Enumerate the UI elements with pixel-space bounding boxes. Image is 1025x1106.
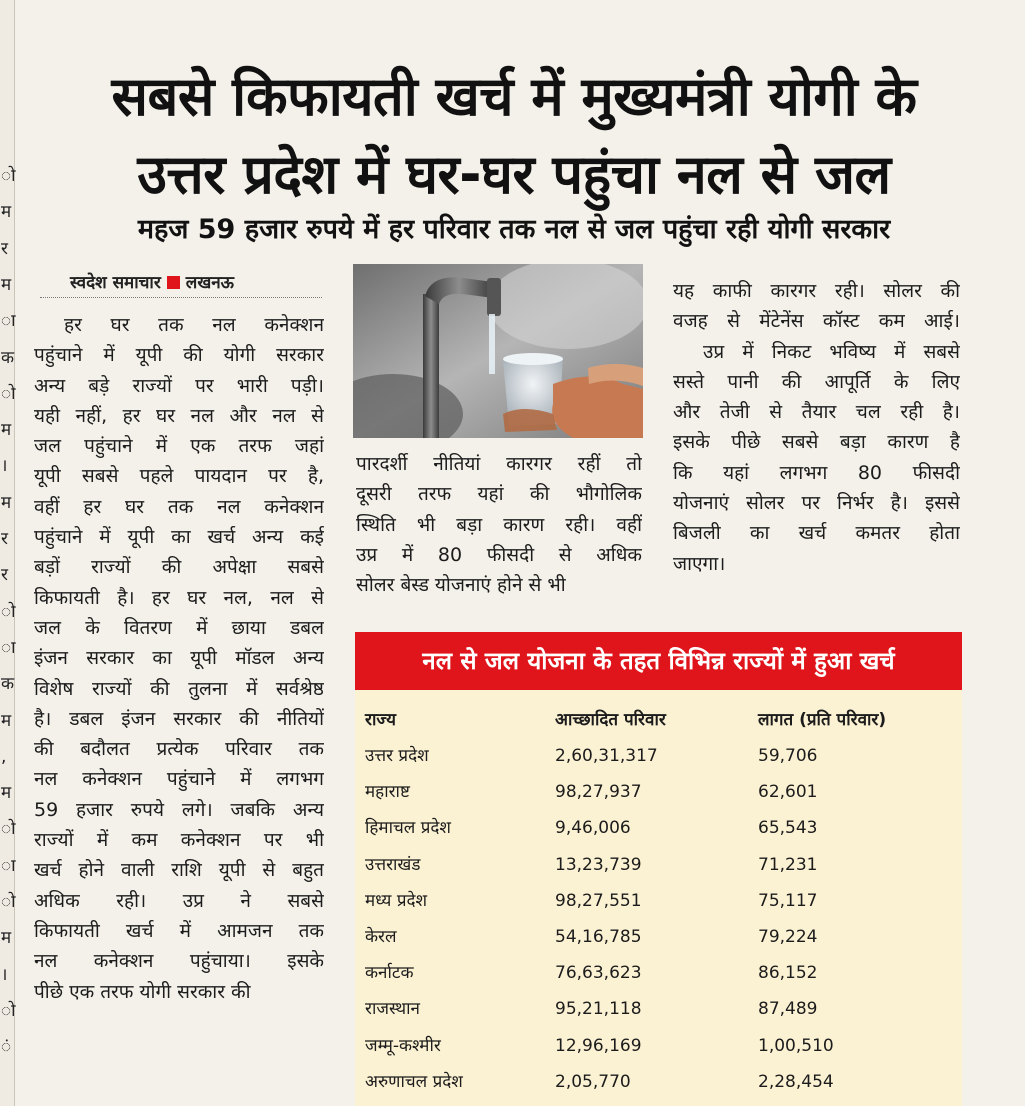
row-cost-per-family: 62,601	[758, 782, 818, 803]
edge-char: ो	[1, 819, 16, 840]
header-covered-families: आच्छादित परिवार	[555, 710, 666, 730]
table-row	[355, 810, 962, 846]
edge-char: ो	[1, 166, 16, 186]
row-state: हिमाचल प्रदेश	[365, 818, 451, 839]
row-cost-per-family: 2,28,454	[758, 1071, 834, 1092]
expenditure-table	[355, 632, 962, 1106]
article-line: जल पहुंचाने में एक तरफ जहां	[34, 435, 324, 458]
row-state: राजस्थान	[365, 999, 420, 1020]
edge-char: ो	[1, 601, 16, 622]
table-row	[355, 1064, 962, 1100]
row-cost-per-family: 71,231	[758, 854, 818, 875]
edge-char: ं	[1, 1037, 12, 1058]
article-line: राज्यों में कम कनेक्शन पर भी	[34, 829, 324, 852]
edge-char: र	[1, 238, 8, 259]
row-state: मध्य प्रदेश	[365, 890, 428, 911]
table-header-row	[355, 702, 962, 738]
article-line: नल कनेक्शन पहुंचाया। इसके	[34, 950, 324, 973]
edge-char: म	[1, 783, 12, 804]
article-line: इसके पीछे सबसे बड़ा कारण है	[673, 431, 960, 454]
table-row	[355, 738, 962, 774]
edge-char: ।	[1, 456, 8, 477]
row-cost-per-family: 1,00,510	[758, 1035, 834, 1056]
article-line: हर घर तक नल कनेक्शन	[64, 314, 324, 336]
edge-char: ा	[1, 311, 16, 332]
article-line: किफायती है। हर घर नल, नल से	[34, 586, 324, 609]
table-row	[355, 883, 962, 919]
subheadline: महज 59 हजार रुपये में हर परिवार तक नल से जल पहुंचा रही योगी सरकार	[137, 214, 891, 245]
edge-char: म	[1, 274, 12, 295]
article-line: उप्र में 80 फीसदी से अधिक	[356, 543, 642, 566]
article-line: विशेष राज्यों की तुलना में सर्वश्रेष्ठ	[34, 677, 324, 700]
article-line: पारदर्शी नीतियां कारगर रहीं तो	[356, 453, 642, 475]
article-line: वहीं हर घर तक नल कनेक्शन	[34, 495, 324, 518]
article-column-1	[34, 310, 324, 1007]
article-line: किफायती खर्च में आमजन तक	[34, 919, 324, 942]
row-cost-per-family: 86,152	[758, 963, 818, 984]
edge-char: ो	[1, 1000, 16, 1021]
article-line: यूपी सबसे पहले पायदान पर है,	[34, 465, 324, 488]
row-cost-per-family: 65,543	[758, 818, 818, 839]
edge-char: म	[1, 928, 12, 949]
article-line: अधिक रही। उप्र ने सबसे	[34, 889, 324, 912]
headline-line-1: सबसे किफायती खर्च में मुख्यमंत्री योगी के	[111, 65, 917, 129]
headline-line-2: उत्तर प्रदेश में घर-घर पहुंचा नल से जल	[137, 143, 891, 207]
article-line: है। डबल इंजन सरकार की नीतियों	[34, 707, 324, 730]
edge-char: ,	[1, 746, 7, 767]
article-line: और तेजी से तैयार चल रही है।	[673, 401, 960, 424]
article-column-3	[673, 276, 960, 579]
header-state: राज्य	[365, 710, 396, 730]
table-title: नल से जल योजना के तहत विभिन्न राज्यों में हुआ खर्च	[355, 632, 962, 690]
row-covered-families: 95,21,118	[555, 999, 642, 1020]
article-line: बड़ों राज्यों की अपेक्षा सबसे	[34, 556, 324, 579]
row-covered-families: 2,60,31,317	[555, 746, 658, 766]
table-row	[355, 919, 962, 955]
row-state: उत्तर प्रदेश	[365, 746, 429, 766]
article-line: यह काफी कारगर रही। सोलर की	[673, 280, 960, 302]
row-state: महाराष्ट	[365, 782, 410, 803]
edge-char: र	[1, 529, 8, 549]
article-line: इंजन सरकार का यूपी मॉडल अन्य	[34, 647, 324, 670]
article-line: पीछे एक तरफ योगी सरकार की	[34, 980, 251, 1003]
row-state: अरुणाचल प्रदेश	[365, 1071, 463, 1092]
article-line: सोलर बेस्ड योजनाएं होने से भी	[356, 574, 566, 597]
row-covered-families: 13,23,739	[555, 854, 642, 875]
article-line: दूसरी तरफ यहां की भौगोलिक	[356, 483, 642, 506]
row-covered-families: 98,27,551	[555, 890, 642, 911]
article-line: स्थिति भी बड़ा कारण रही। वहीं	[356, 513, 642, 536]
row-cost-per-family: 87,489	[758, 999, 818, 1020]
row-covered-families: 76,63,623	[555, 963, 642, 984]
edge-char: ो	[1, 892, 16, 912]
byline	[40, 268, 322, 298]
article-line: की बदौलत प्रत्येक परिवार तक	[34, 738, 324, 761]
red-square-icon	[167, 276, 180, 289]
headline	[16, 58, 1012, 214]
row-state: कर्नाटक	[365, 963, 414, 984]
edge-char: ो	[1, 383, 16, 404]
edge-char: ा	[1, 637, 16, 658]
article-line: 59 हजार रुपये लगे। जबकि अन्य	[34, 798, 324, 821]
edge-char: म	[1, 202, 12, 223]
row-state: केरल	[365, 927, 397, 947]
table-row	[355, 847, 962, 883]
article-line: वजह से मेंटेनेंस कॉस्ट कम आई।	[673, 310, 960, 333]
article-line: कि यहां लगभग 80 फीसदी	[673, 461, 960, 484]
article-line: योजनाएं सोलर पर निर्भर है। इससे	[673, 492, 960, 515]
article-line: यही नहीं, हर घर नल और नल से	[34, 404, 324, 427]
table-row	[355, 1028, 962, 1064]
previous-column-edge	[0, 0, 15, 1106]
tap-image-illustration	[353, 264, 643, 438]
water-tap-photo	[353, 264, 643, 438]
article-line: उप्र में निकट भविष्य में सबसे	[703, 340, 960, 363]
byline-city: लखनऊ	[185, 273, 235, 293]
article-line: सस्ते पानी की आपूर्ति के लिए	[673, 370, 960, 393]
edge-char: ा	[1, 855, 16, 876]
table-row	[355, 955, 962, 991]
article-column-2	[356, 449, 642, 600]
row-state: उत्तराखंड	[365, 854, 421, 875]
article-line: नल कनेक्शन पहुंचाने में लगभग	[34, 768, 324, 791]
row-covered-families: 2,05,770	[555, 1071, 631, 1092]
byline-source: स्वदेश समाचार	[70, 273, 161, 293]
edge-char: र	[1, 565, 8, 586]
article-line: पहुंचाने में यूपी का खर्च अन्य कई	[34, 526, 324, 549]
article-line: अन्य बड़े राज्यों पर भारी पड़ी।	[34, 374, 324, 397]
edge-char: ।	[1, 964, 8, 985]
edge-char: म	[1, 492, 12, 513]
table-row	[355, 991, 962, 1027]
article-line: बिजली का खर्च कमतर होता	[673, 522, 960, 545]
row-cost-per-family: 75,117	[758, 890, 818, 911]
article-line: पहुंचाने में यूपी की योगी सरकार	[34, 344, 324, 367]
row-state: जम्मू-कश्मीर	[365, 1035, 441, 1056]
article-line: जाएगा।	[673, 552, 726, 575]
article-line: खर्च होने वाली राशि यूपी से बहुत	[34, 859, 324, 882]
edge-char: म	[1, 420, 12, 441]
table-row	[355, 774, 962, 810]
row-covered-families: 54,16,785	[555, 927, 642, 947]
edge-char: क	[1, 674, 15, 695]
edge-char: क	[1, 347, 15, 368]
edge-char: म	[1, 710, 12, 731]
row-cost-per-family: 79,224	[758, 927, 818, 947]
row-covered-families: 12,96,169	[555, 1035, 642, 1056]
article-line: जल के वितरण में छाया डबल	[34, 616, 324, 639]
row-covered-families: 98,27,937	[555, 782, 642, 803]
header-cost-per-family: लागत (प्रति परिवार)	[758, 710, 887, 730]
row-covered-families: 9,46,006	[555, 818, 631, 839]
row-cost-per-family: 59,706	[758, 746, 818, 766]
